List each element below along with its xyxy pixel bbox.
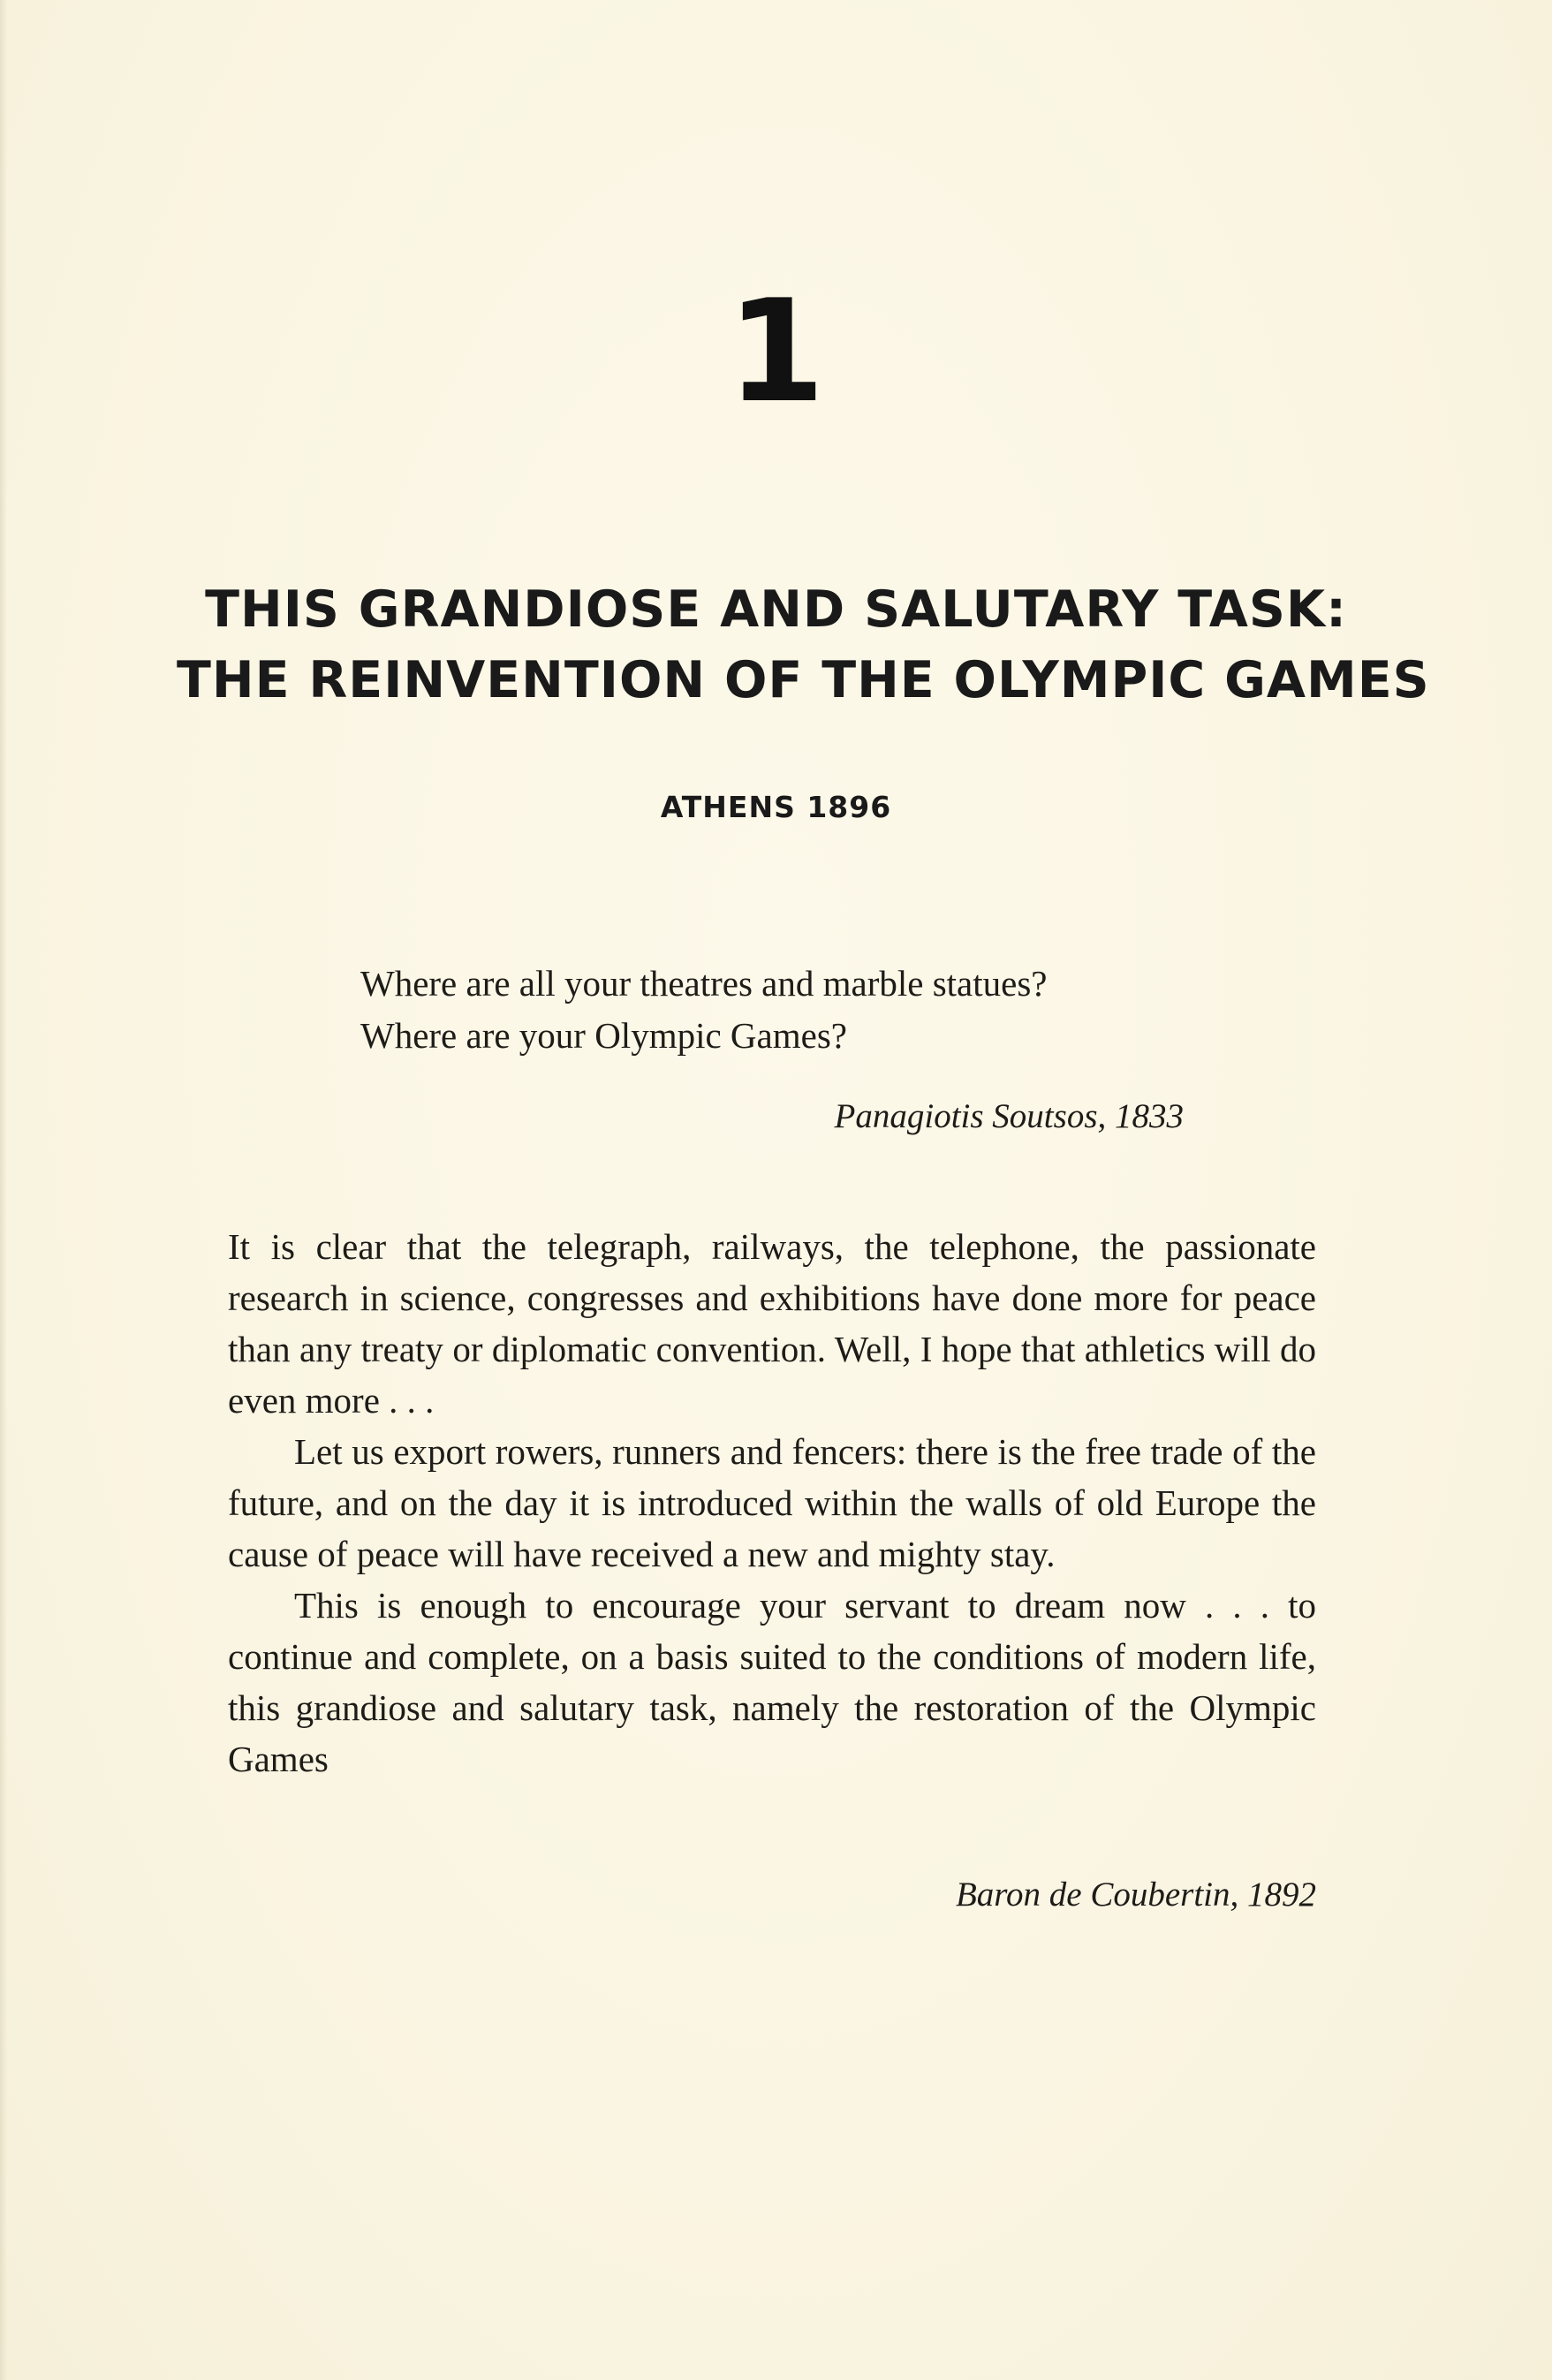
- epigraph-verse-attribution: Panagiotis Soutsos, 1833: [834, 1097, 1184, 1135]
- epigraph-verse-line-2: Where are your Olympic Games?: [360, 1015, 847, 1056]
- chapter-title: [177, 574, 1430, 716]
- epigraph-verse: [360, 958, 1191, 1062]
- chapter-title-line-1: THIS GRANDIOSE AND SALUTARY TASK:: [205, 580, 1347, 639]
- epigraph-verse-line-1: Where are all your theatres and marble statues?: [360, 963, 1048, 1004]
- chapter-number: 1: [726, 269, 826, 434]
- epigraph-quote: [228, 1221, 1316, 1785]
- chapter-subtitle: ATHENS 1896: [660, 790, 892, 824]
- quote-paragraph-3: This is enough to encourage your servant to dream now . . . to continue and complete, on a basis suited to the conditions of modern life, this grandiose and salutary task, namely the restoration of the Olympic Games: [228, 1585, 1316, 1779]
- chapter-title-line-2: THE REINVENTION OF THE OLYMPIC GAMES: [177, 651, 1430, 709]
- quote-paragraph-1: It is clear that the telegraph, railways, the telephone, the passionate research in science, congresses and exhibitions have done more for peace than any treaty or diplomatic convention. Well, I hope that athletics will do even more . . .: [228, 1226, 1316, 1421]
- epigraph-quote-attribution: Baron de Coubertin, 1892: [955, 1876, 1316, 1914]
- quote-paragraph-2: Let us export rowers, runners and fencers: there is the free trade of the future, and on the day it is introduced within the walls of old Europe the cause of peace will have received a new and mighty stay.: [228, 1431, 1316, 1574]
